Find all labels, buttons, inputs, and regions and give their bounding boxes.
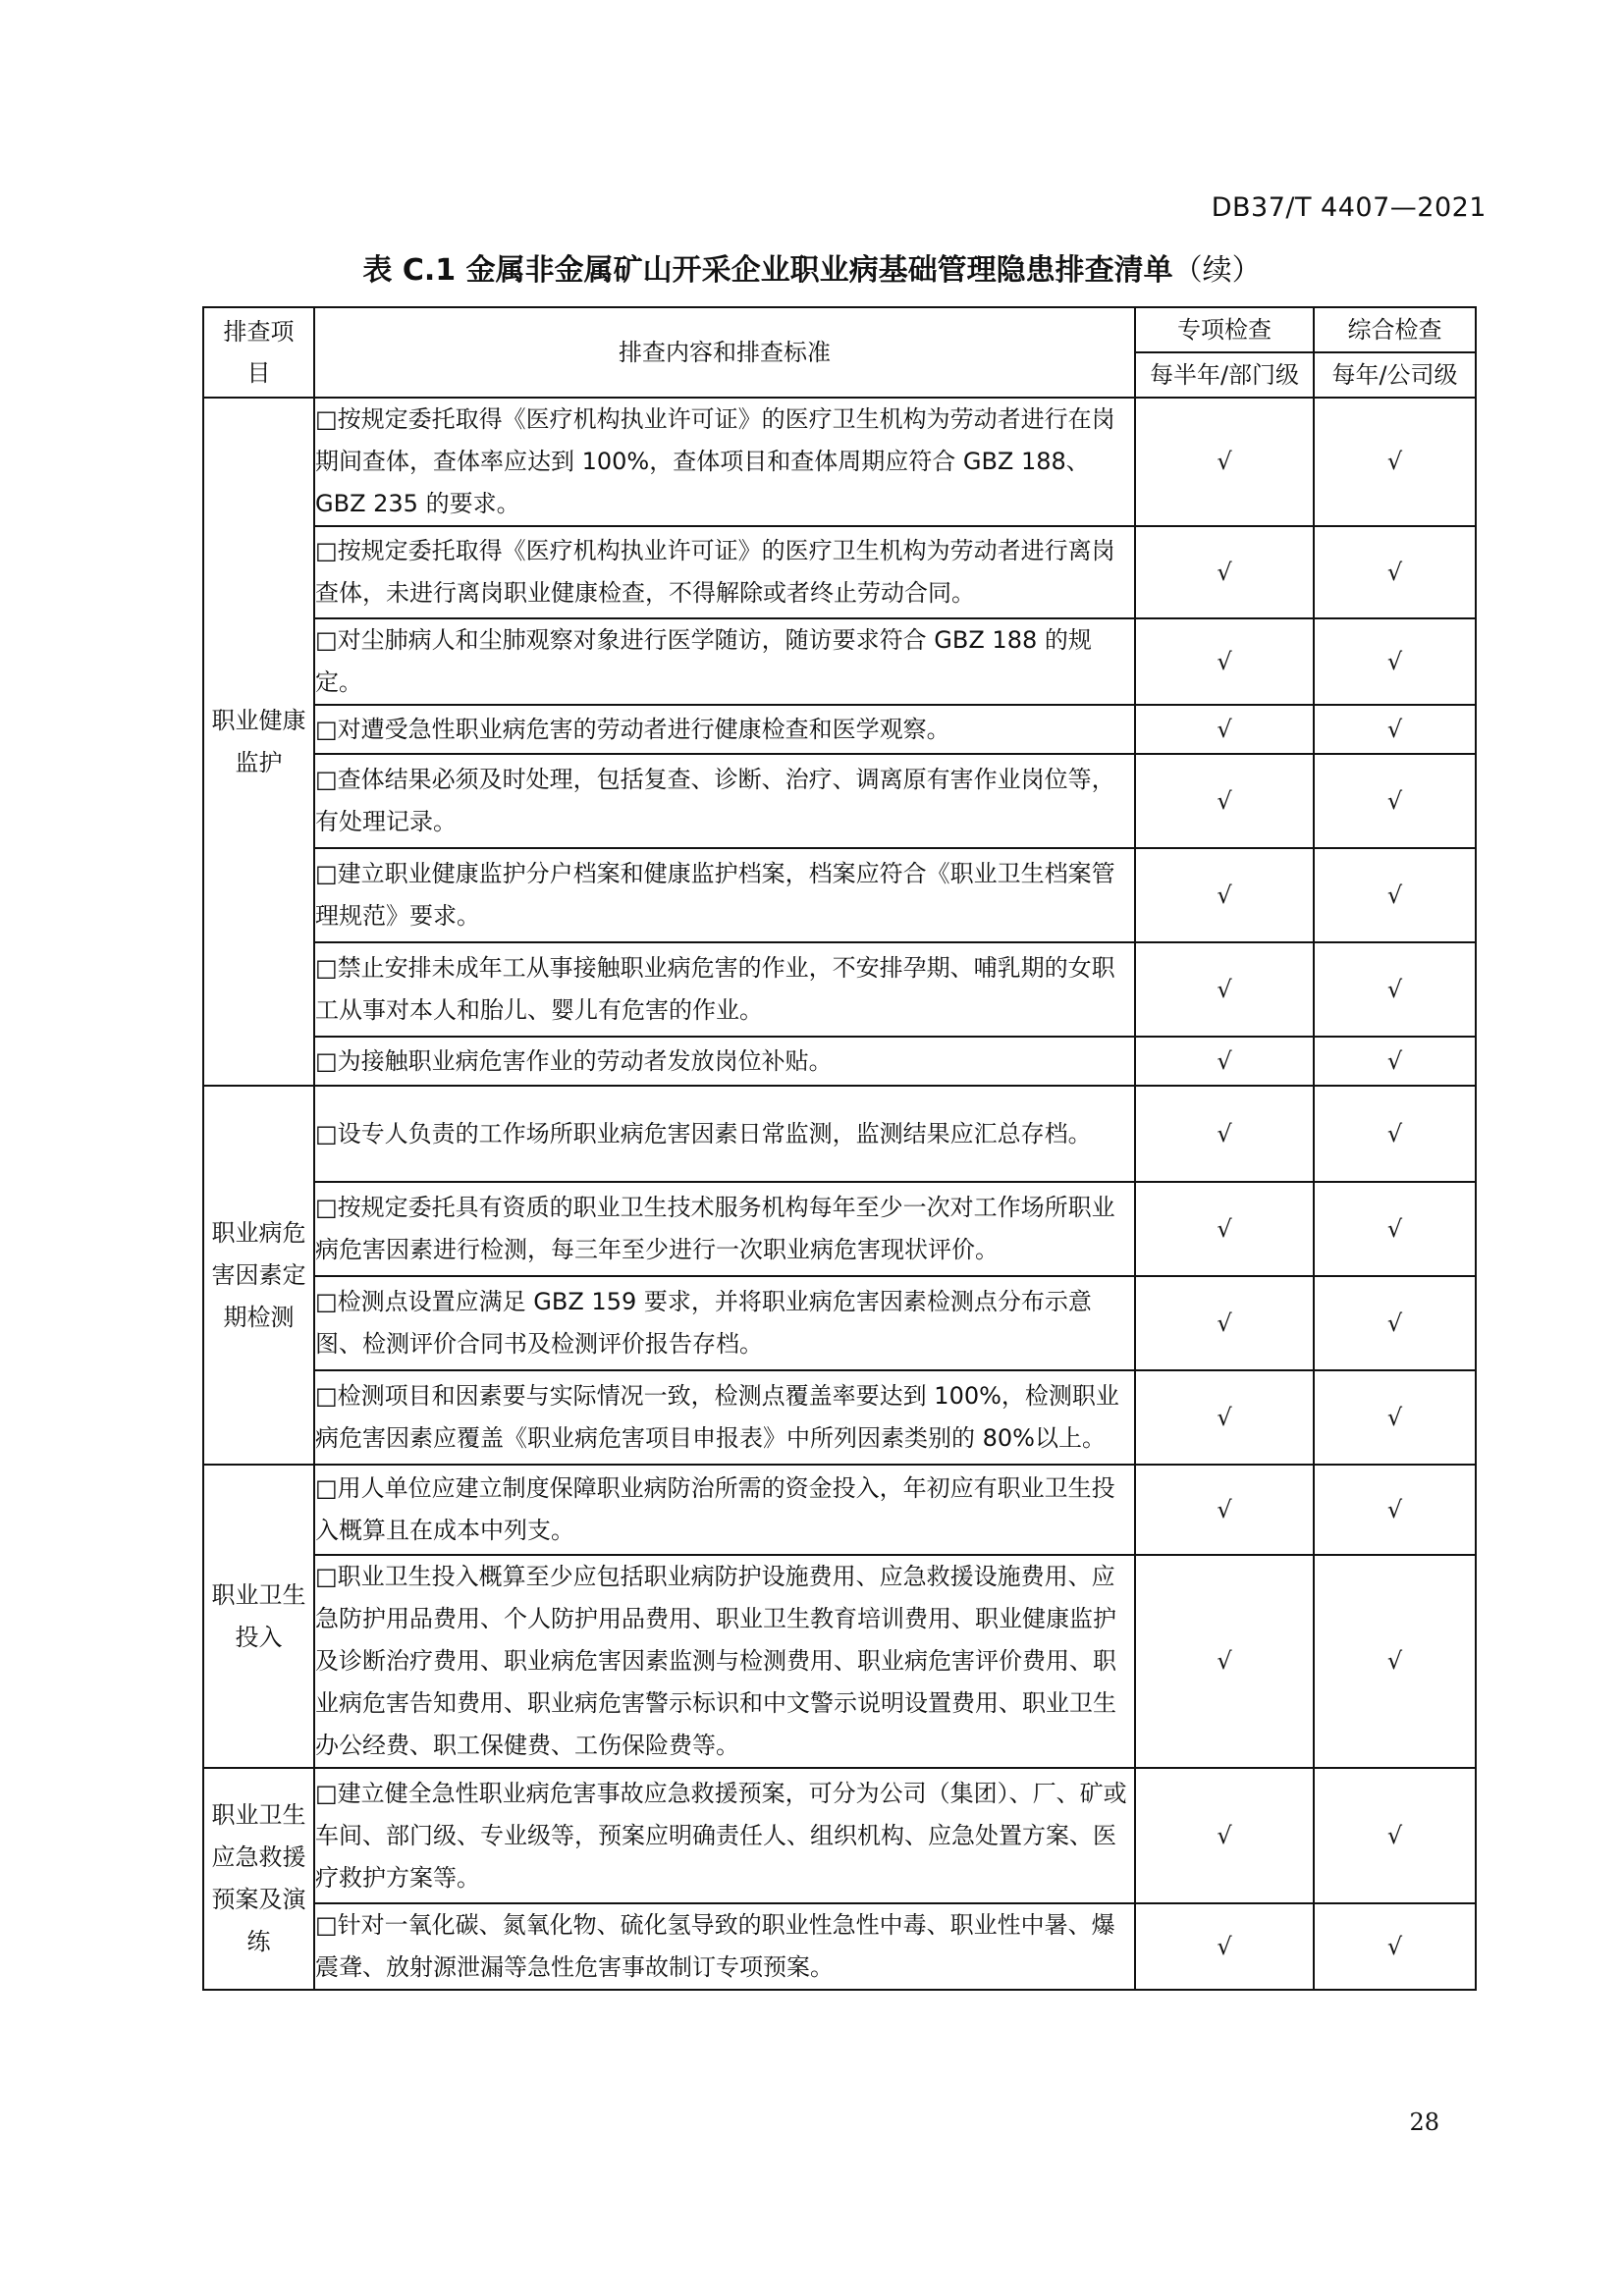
table-body bbox=[203, 398, 1476, 1990]
special-check-mark: √ bbox=[1135, 618, 1314, 705]
criteria-cell: □按规定委托取得《医疗机构执业许可证》的医疗卫生机构为劳动者进行在岗期间查体，查体率应达到 100%，查体项目和查体周期应符合 GBZ 188、GBZ 235 的要求。 bbox=[314, 398, 1135, 526]
header-comprehensive-check: 综合检查 bbox=[1314, 307, 1476, 352]
criteria-cell: □查体结果必须及时处理，包括复查、诊断、治疗、调离原有害作业岗位等，有处理记录。 bbox=[314, 754, 1135, 848]
comprehensive-check-mark: √ bbox=[1314, 1182, 1476, 1276]
table-row bbox=[203, 942, 1476, 1037]
comprehensive-check-mark: √ bbox=[1314, 754, 1476, 848]
comprehensive-check-mark: √ bbox=[1314, 1465, 1476, 1555]
criteria-cell: □职业卫生投入概算至少应包括职业病防护设施费用、应急救援设施费用、应急防护用品费用、个人防护用品费用、职业卫生教育培训费用、职业健康监护及诊断治疗费用、职业病危害因素监测与检测费用、职业病危害评价费用、职业病危害告知费用、职业病危害警示标识和中文警示说明设置费用、职业卫生办公经费、职工保健费、工伤保险费等。 bbox=[314, 1555, 1135, 1768]
table-row bbox=[203, 618, 1476, 705]
criteria-cell: □针对一氧化碳、氮氧化物、硫化氢导致的职业性急性中毒、职业性中暑、爆震聋、放射源泄漏等急性危害事故制订专项预案。 bbox=[314, 1903, 1135, 1990]
special-check-mark: √ bbox=[1135, 848, 1314, 942]
table-row bbox=[203, 398, 1476, 526]
comprehensive-check-mark: √ bbox=[1314, 1037, 1476, 1086]
comprehensive-check-mark: √ bbox=[1314, 1276, 1476, 1370]
category-cell: 职业病危害因素定期检测 bbox=[203, 1086, 314, 1465]
table-row bbox=[203, 1370, 1476, 1465]
special-check-mark: √ bbox=[1135, 526, 1314, 618]
category-cell: 职业卫生投入 bbox=[203, 1465, 314, 1768]
special-check-mark: √ bbox=[1135, 1555, 1314, 1768]
special-check-mark: √ bbox=[1135, 1182, 1314, 1276]
comprehensive-check-mark: √ bbox=[1314, 398, 1476, 526]
special-check-mark: √ bbox=[1135, 1086, 1314, 1182]
table-row bbox=[203, 1768, 1476, 1903]
criteria-cell: □对遭受急性职业病危害的劳动者进行健康检查和医学观察。 bbox=[314, 705, 1135, 754]
special-check-mark: √ bbox=[1135, 1037, 1314, 1086]
criteria-cell: □设专人负责的工作场所职业病危害因素日常监测，监测结果应汇总存档。 bbox=[314, 1086, 1135, 1182]
comprehensive-check-mark: √ bbox=[1314, 1555, 1476, 1768]
special-check-mark: √ bbox=[1135, 1465, 1314, 1555]
comprehensive-check-mark: √ bbox=[1314, 526, 1476, 618]
table-row bbox=[203, 1465, 1476, 1555]
special-check-mark: √ bbox=[1135, 398, 1314, 526]
special-check-mark: √ bbox=[1135, 754, 1314, 848]
criteria-cell: □建立职业健康监护分户档案和健康监护档案，档案应符合《职业卫生档案管理规范》要求。 bbox=[314, 848, 1135, 942]
comprehensive-check-mark: √ bbox=[1314, 848, 1476, 942]
criteria-cell: □按规定委托具有资质的职业卫生技术服务机构每年至少一次对工作场所职业病危害因素进行检测，每三年至少进行一次职业病危害现状评价。 bbox=[314, 1182, 1135, 1276]
table-row bbox=[203, 705, 1476, 754]
table-row bbox=[203, 1037, 1476, 1086]
special-check-mark: √ bbox=[1135, 705, 1314, 754]
table-title-main: 表 C.1 金属非金属矿山开采企业职业病基础管理隐患排查清单 bbox=[362, 253, 1173, 288]
comprehensive-check-mark: √ bbox=[1314, 1768, 1476, 1903]
page-number: 28 bbox=[1409, 2109, 1439, 2136]
header-item: 排查项目 bbox=[203, 307, 314, 398]
table-title-continued: （续） bbox=[1172, 253, 1262, 288]
special-check-mark: √ bbox=[1135, 1768, 1314, 1903]
criteria-cell: □检测项目和因素要与实际情况一致，检测点覆盖率要达到 100%，检测职业病危害因素应覆盖《职业病危害项目申报表》中所列因素类别的 80%以上。 bbox=[314, 1370, 1135, 1465]
criteria-cell: □为接触职业病危害作业的劳动者发放岗位补贴。 bbox=[314, 1037, 1135, 1086]
comprehensive-check-mark: √ bbox=[1314, 618, 1476, 705]
special-check-mark: √ bbox=[1135, 1903, 1314, 1990]
document-code: DB37/T 4407—2021 bbox=[1211, 192, 1487, 223]
criteria-cell: □禁止安排未成年工从事接触职业病危害的作业，不安排孕期、哺乳期的女职工从事对本人和胎儿、婴儿有危害的作业。 bbox=[314, 942, 1135, 1037]
table-title bbox=[0, 245, 1624, 289]
table-row bbox=[203, 1903, 1476, 1990]
criteria-cell: □用人单位应建立制度保障职业病防治所需的资金投入，年初应有职业卫生投入概算且在成本中列支。 bbox=[314, 1465, 1135, 1555]
table-header bbox=[203, 307, 1476, 398]
category-cell: 职业健康监护 bbox=[203, 398, 314, 1086]
criteria-cell: □建立健全急性职业病危害事故应急救援预案，可分为公司（集团）、厂、矿或车间、部门级、专业级等，预案应明确责任人、组织机构、应急处置方案、医疗救护方案等。 bbox=[314, 1768, 1135, 1903]
table-row bbox=[203, 1086, 1476, 1182]
criteria-cell: □对尘肺病人和尘肺观察对象进行医学随访，随访要求符合 GBZ 188 的规定。 bbox=[314, 618, 1135, 705]
special-check-mark: √ bbox=[1135, 1276, 1314, 1370]
comprehensive-check-mark: √ bbox=[1314, 1086, 1476, 1182]
category-cell: 职业卫生应急救援预案及演练 bbox=[203, 1768, 314, 1990]
header-comprehensive-frequency: 每年/公司级 bbox=[1314, 352, 1476, 398]
special-check-mark: √ bbox=[1135, 1370, 1314, 1465]
comprehensive-check-mark: √ bbox=[1314, 705, 1476, 754]
comprehensive-check-mark: √ bbox=[1314, 1903, 1476, 1990]
special-check-mark: √ bbox=[1135, 942, 1314, 1037]
table-row bbox=[203, 1276, 1476, 1370]
table-row bbox=[203, 754, 1476, 848]
header-content: 排查内容和排查标准 bbox=[314, 307, 1135, 398]
header-special-frequency: 每半年/部门级 bbox=[1135, 352, 1314, 398]
criteria-cell: □检测点设置应满足 GBZ 159 要求，并将职业病危害因素检测点分布示意图、检测评价合同书及检测评价报告存档。 bbox=[314, 1276, 1135, 1370]
inspection-table bbox=[202, 306, 1477, 1991]
table-row bbox=[203, 848, 1476, 942]
table-row bbox=[203, 526, 1476, 618]
comprehensive-check-mark: √ bbox=[1314, 942, 1476, 1037]
header-special-check: 专项检查 bbox=[1135, 307, 1314, 352]
table-row bbox=[203, 1182, 1476, 1276]
table-row bbox=[203, 1555, 1476, 1768]
criteria-cell: □按规定委托取得《医疗机构执业许可证》的医疗卫生机构为劳动者进行离岗查体，未进行离岗职业健康检查，不得解除或者终止劳动合同。 bbox=[314, 526, 1135, 618]
comprehensive-check-mark: √ bbox=[1314, 1370, 1476, 1465]
